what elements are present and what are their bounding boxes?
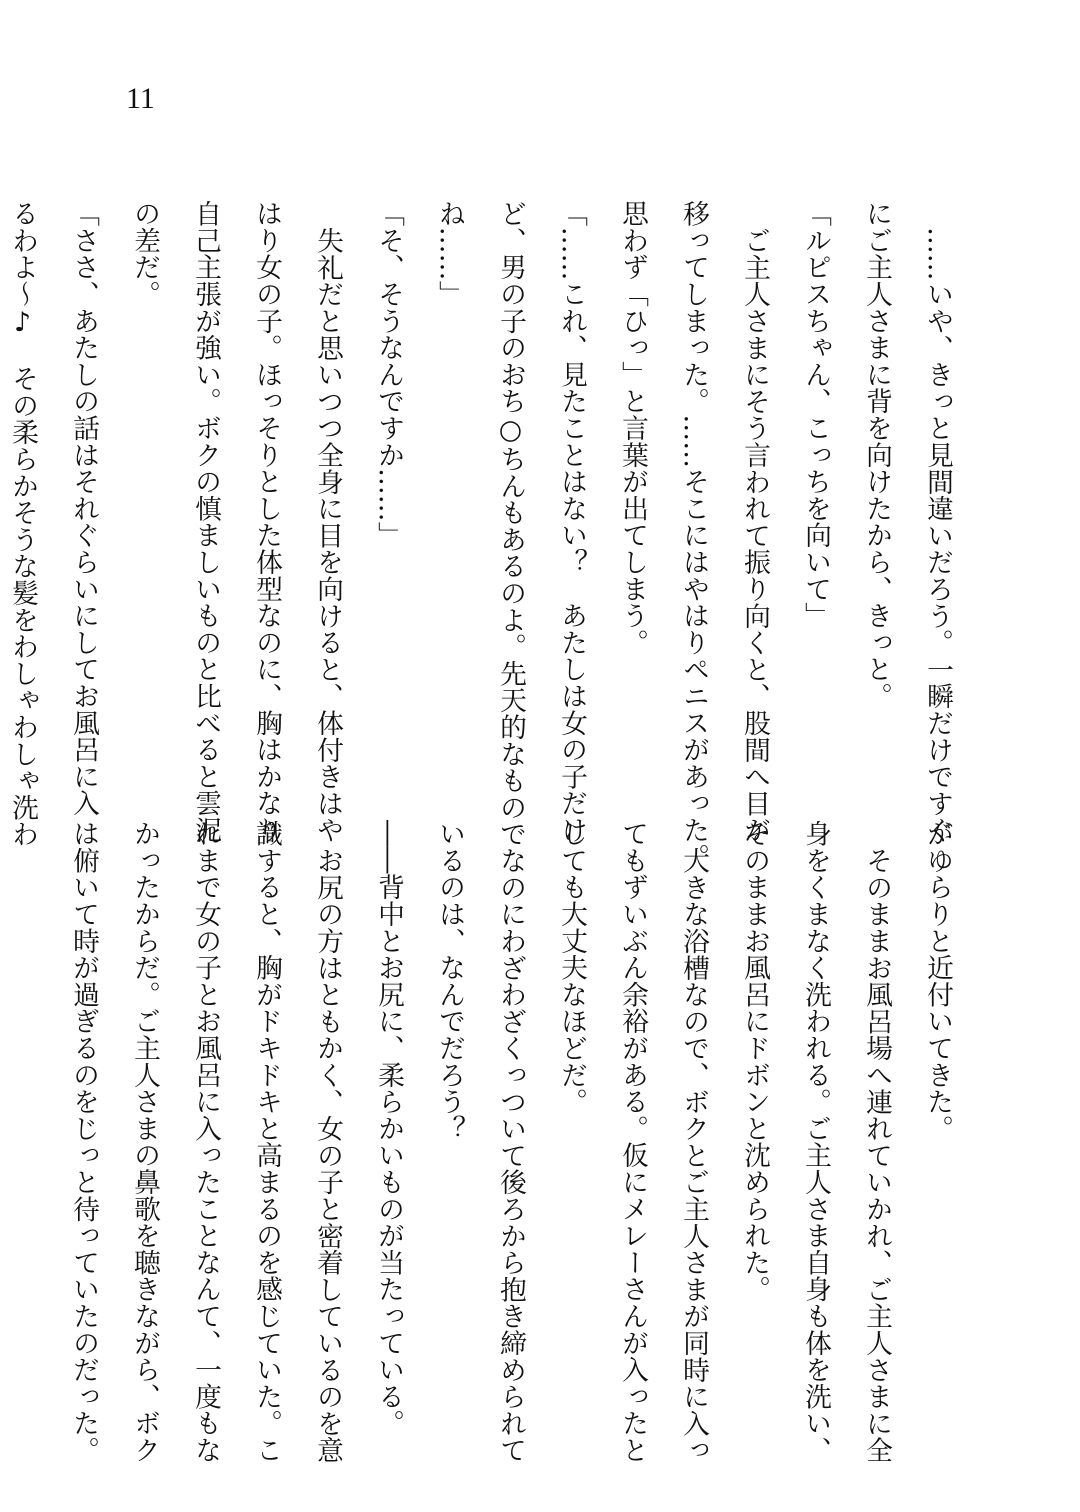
text-line: 「ささ、あたしの話はそれぐらいにしてお風呂に入 [68,200,99,817]
text-line: はり女の子。ほっそりとした体型なのに、胸はかなり [251,200,282,844]
text-line: ね……」 [434,200,465,308]
text-line: かったからだ。ご主人さまの鼻歌を聴きながら、ボク [129,820,160,1464]
text-line: 思わず「ひっ」と言葉が出てしまう。 [617,200,648,656]
lower-text-block [68,820,968,1464]
text-line: てもずいぶん余裕がある。仮にメレーさんが入ったと [617,820,648,1464]
text-line: は俯いて時が過ぎるのをじっと待っていたのだった。 [68,820,99,1464]
text-line: ……いや、きっと見間違いだろう。一瞬だけですぐ [922,226,953,844]
page-number: 11 [126,82,155,115]
text-line: 「……これ、見たことはない？ あたしは女の子だけ [556,200,587,844]
text-line: ――背中とお尻に、柔らかいものが当たっている。 [373,820,404,1437]
text-line: いるのは、なんでだろう？ [434,820,465,1142]
text-line: ご主人さまにそう言われて振り向くと、股間へ目が [739,226,770,844]
text-line: 身をくまなく洗われる。ご主人さま自身も体を洗い、 [800,820,831,1464]
text-line: 自己主張が強い。ボクの慎ましいものと比べると雲泥 [190,200,221,844]
text-line: そのままお風呂場へ連れていかれ、ご主人さまに全 [861,846,892,1464]
text-line: 「そ、そうなんですか……」 [373,200,404,549]
text-line: ど、男の子のおち○ちんもあるのよ。先天的なもので [495,200,526,848]
upper-text-block [7,200,968,870]
text-line: の差だ。 [129,200,160,308]
text-line [0,820,53,1380]
text-line: 識すると、胸がドキドキと高まるのを感じていた。こ [251,820,282,1464]
text-line: お尻の方はともかく、女の子と密着しているのを意 [312,846,343,1464]
text-line: 大きな浴槽なので、ボクとご主人さまが同時に入っ [678,846,709,1464]
text-line: れまで女の子とお風呂に入ったことなんて、一度もな [190,820,221,1464]
text-line: るわよ～♪ その柔らかそうな髪をわしゃわしゃ洗わ [7,200,38,848]
text-line: 移ってしまった。……そこにはやはりペニスがあった。 [678,200,709,870]
text-line: 「ルピスちゃん、こっちを向いて」 [800,200,831,629]
text-line: そのままお風呂にドボンと沈められた。 [739,820,770,1303]
text-line: なのにわざわざくっついて後ろから抱き締められて [495,846,526,1464]
text-line: 失礼だと思いつつ全身に目を向けると、体付きはや [312,226,343,844]
text-line: しても大丈夫なほどだ。 [556,820,587,1115]
text-line: にご主人さまに背を向けたから、きっと。 [861,200,892,710]
text-line: がゆらりと近付いてきた。 [922,820,953,1142]
